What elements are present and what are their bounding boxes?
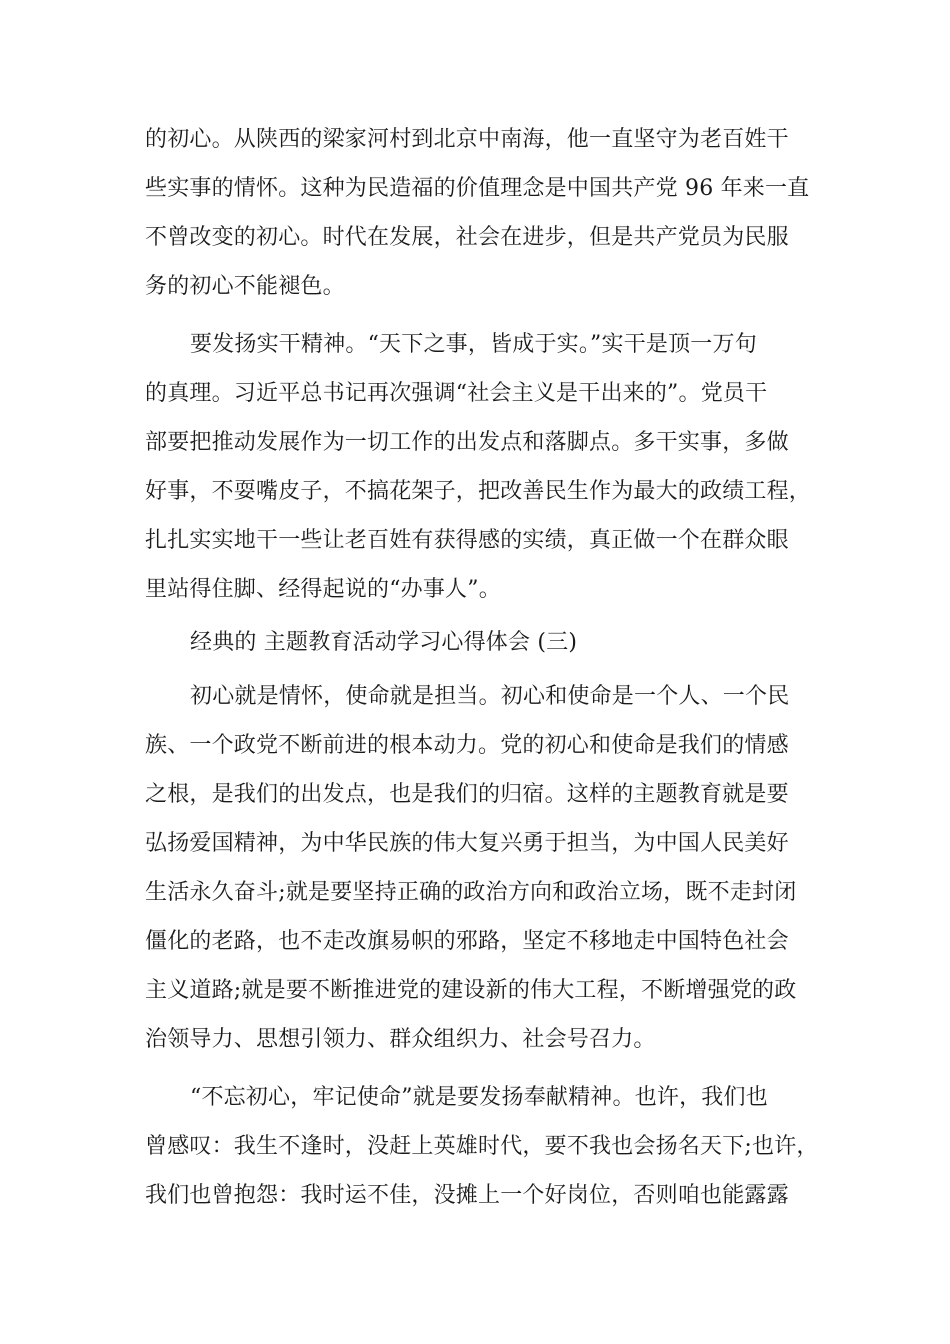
text-line: 生活永久奋斗;就是要坚持正确的政治方向和政治立场，既不走封闭 <box>145 880 797 905</box>
text-line: 的初心。从陕西的梁家河村到北京中南海，他一直坚守为老百姓干 <box>145 127 789 152</box>
text-line: 曾感叹：我生不逢时，没赶上英雄时代，要不我也会扬名天下;也许， <box>145 1134 819 1159</box>
paragraph-start-line: 要发扬实干精神。“天下之事，皆成于实。”实干是顶一万句 <box>190 332 757 357</box>
text-line: 不曾改变的初心。时代在发展，社会在进步，但是共产党员为民服 <box>145 225 789 250</box>
section-heading: 经典的 主题教育活动学习心得体会 (三) <box>190 630 578 655</box>
text-line: 里站得住脚、经得起说的“办事人”。 <box>145 577 501 602</box>
paragraph-start-line: 初心就是情怀，使命就是担当。初心和使命是一个人、一个民 <box>190 684 790 709</box>
text-line: 的真理。习近平总书记再次强调“社会主义是干出来的”。党员干 <box>145 381 768 406</box>
paragraph-start-line: “不忘初心，牢记使命”就是要发扬奉献精神。也许，我们也 <box>190 1085 768 1110</box>
text-line: 僵化的老路，也不走改旗易帜的邪路，坚定不移地走中国特色社会 <box>145 929 789 954</box>
text-line: 我们也曾抱怨：我时运不佳，没摊上一个好岗位，否则咱也能露露 <box>145 1183 789 1208</box>
text-line: 弘扬爱国精神，为中华民族的伟大复兴勇于担当，为中国人民美好 <box>145 831 789 856</box>
text-line: 务的初心不能褪色。 <box>145 274 345 299</box>
text-line: 主义道路;就是要不断推进党的建设新的伟大工程，不断增强党的政 <box>145 978 797 1003</box>
text-line: 些实事的情怀。这种为民造福的价值理念是中国共产党 96 年来一直 <box>145 176 810 201</box>
text-line: 部要把推动发展作为一切工作的出发点和落脚点。多干实事，多做 <box>145 430 789 455</box>
text-line: 治领导力、思想引领力、群众组织力、社会号召力。 <box>145 1027 656 1052</box>
text-line: 好事，不耍嘴皮子，不搞花架子，把改善民生作为最大的政绩工程， <box>145 479 812 504</box>
text-line: 族、一个政党不断前进的根本动力。党的初心和使命是我们的情感 <box>145 733 789 758</box>
text-line: 之根，是我们的出发点，也是我们的归宿。这样的主题教育就是要 <box>145 782 789 807</box>
text-line: 扎扎实实地干一些让老百姓有获得感的实绩，真正做一个在群众眼 <box>145 528 789 553</box>
